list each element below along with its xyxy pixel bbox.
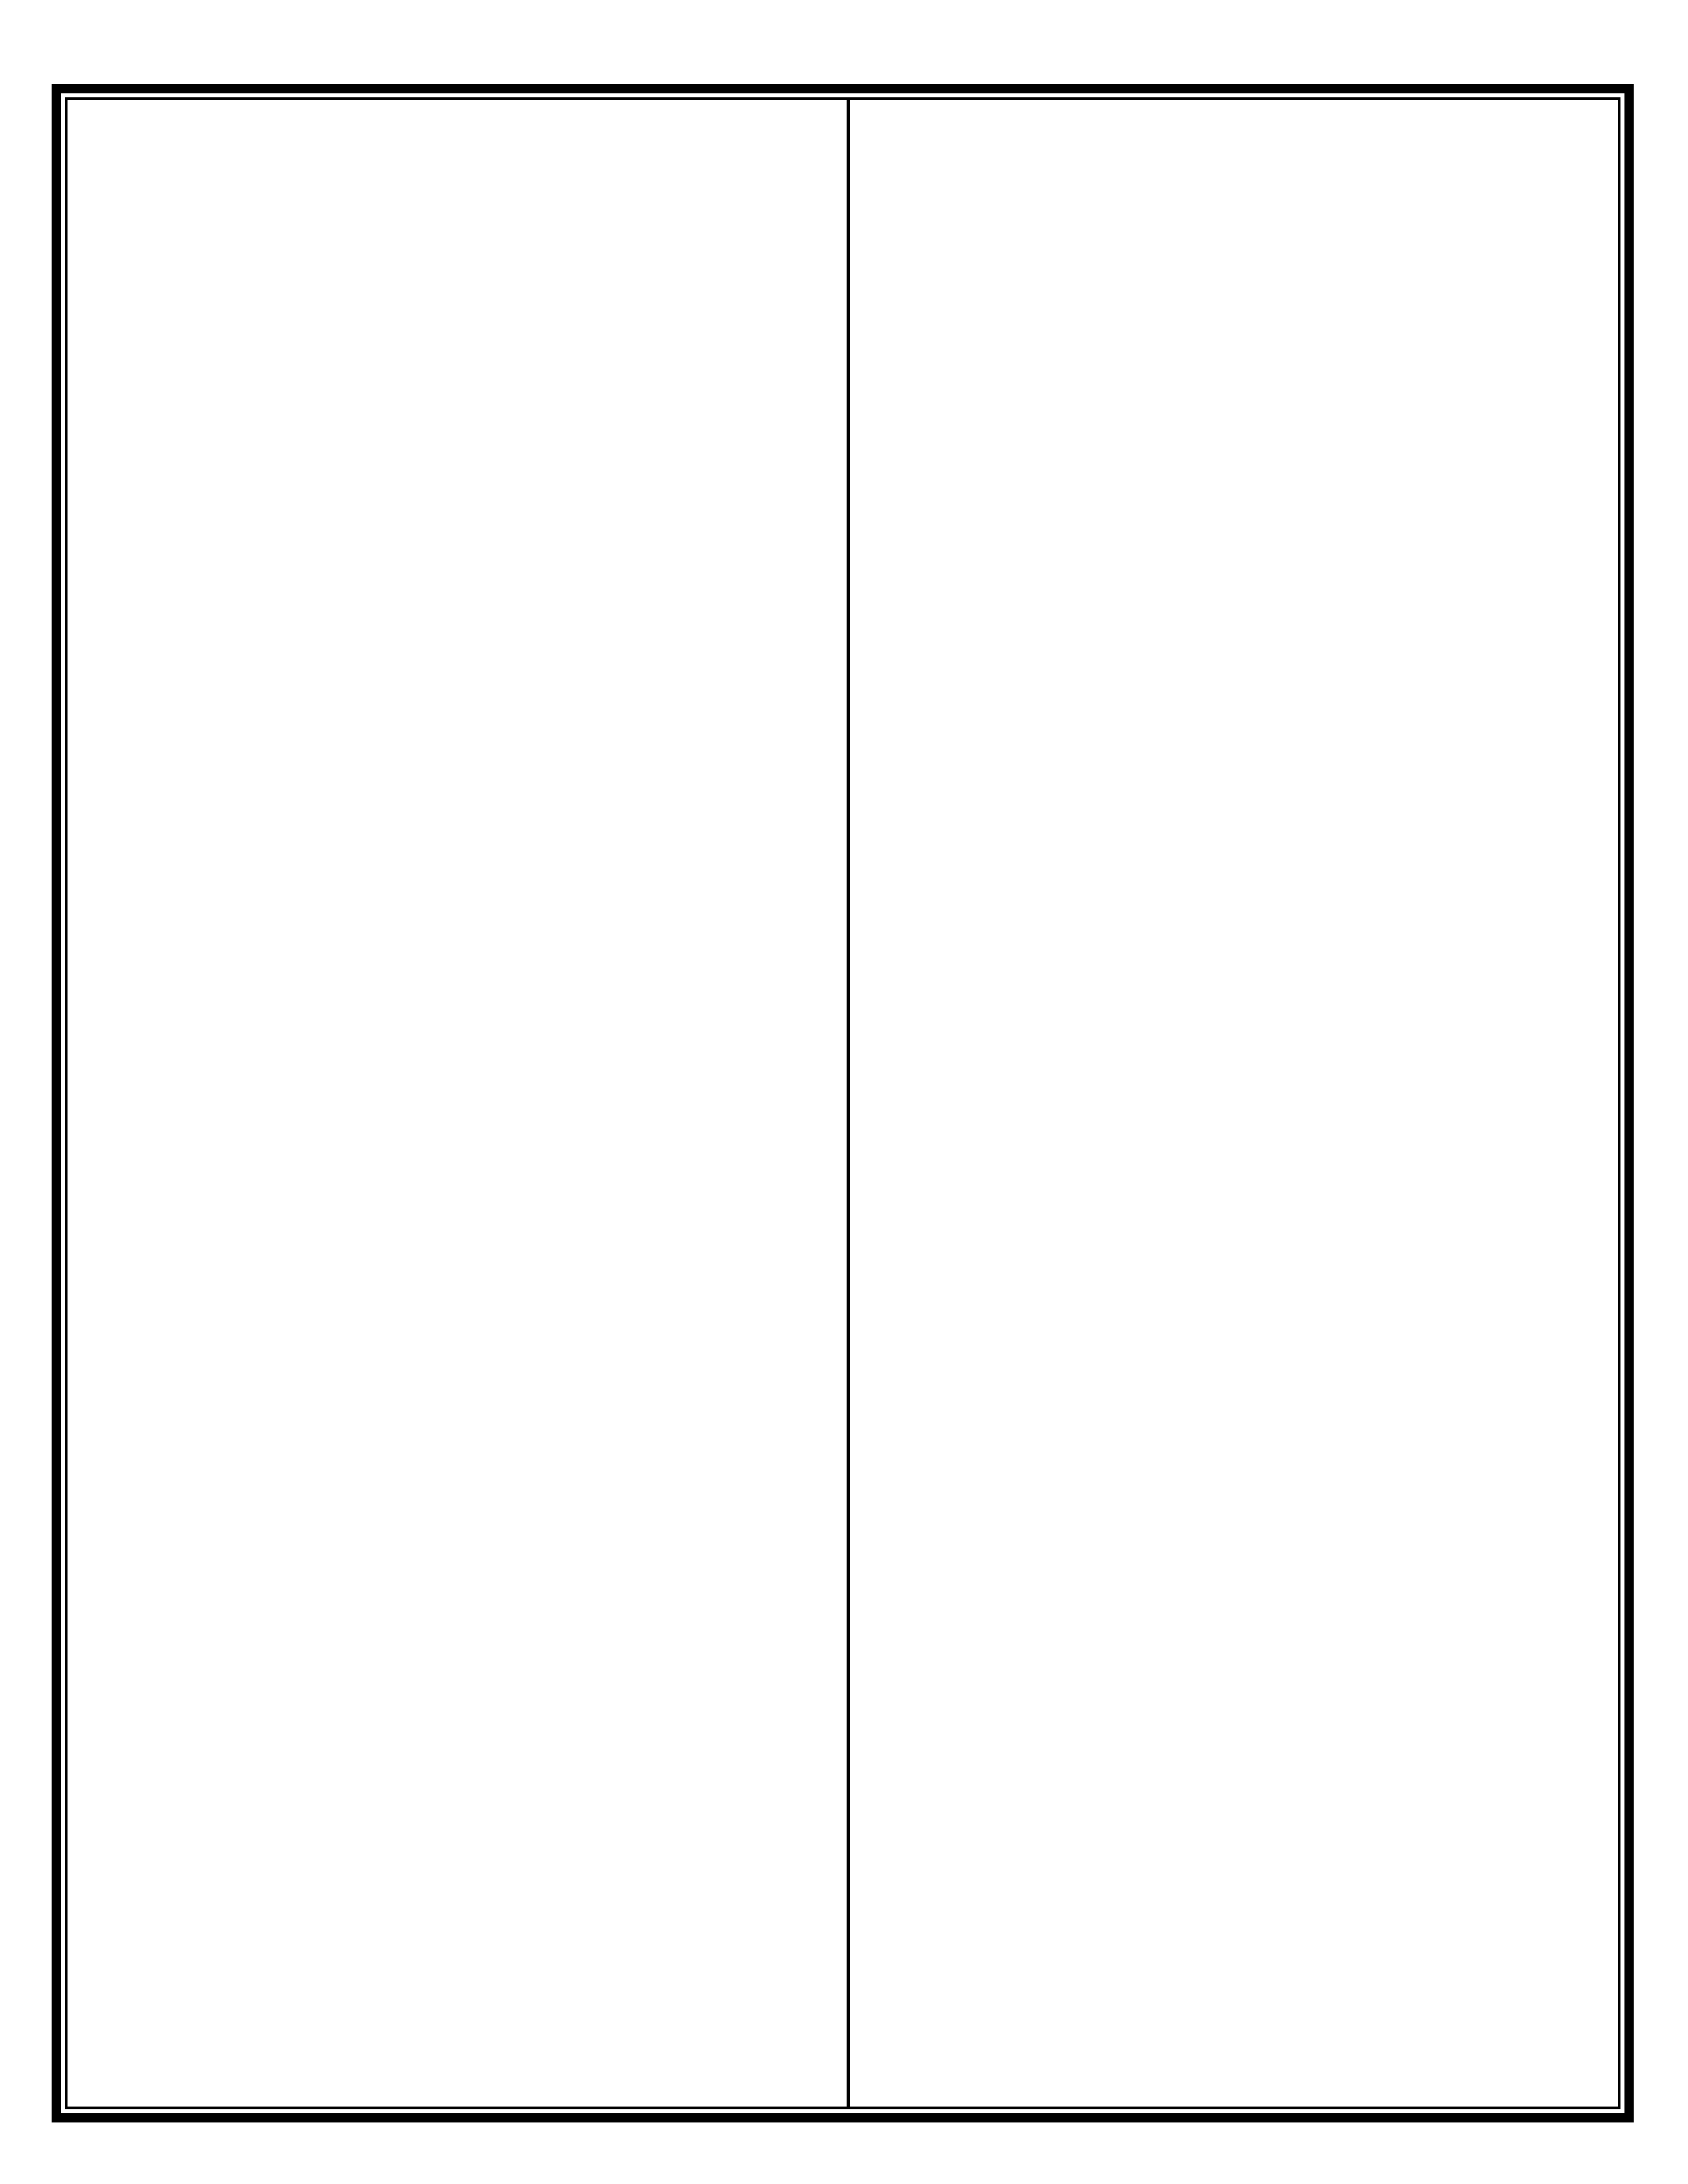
qa-item bbox=[73, 167, 827, 197]
explanation bbox=[73, 227, 827, 257]
explanation bbox=[73, 138, 827, 167]
qa-item bbox=[73, 227, 827, 257]
content-area bbox=[65, 97, 1620, 2109]
explanation bbox=[73, 435, 827, 465]
explanation bbox=[73, 287, 827, 316]
qa-item bbox=[73, 257, 827, 287]
explanation bbox=[73, 257, 827, 287]
explanation bbox=[73, 465, 827, 495]
page-frame bbox=[52, 84, 1634, 2122]
explanation bbox=[73, 406, 827, 435]
qa-item bbox=[73, 435, 827, 465]
qa-item bbox=[73, 287, 827, 316]
qa-item bbox=[73, 138, 827, 167]
left-column bbox=[68, 100, 847, 2107]
explanation bbox=[73, 167, 827, 197]
qa-item bbox=[73, 197, 827, 227]
qa-item bbox=[73, 406, 827, 435]
qa-item bbox=[73, 376, 827, 406]
qa-item bbox=[73, 346, 827, 376]
explanation bbox=[73, 376, 827, 406]
explanation bbox=[73, 346, 827, 376]
qa-item bbox=[73, 316, 827, 346]
explanation bbox=[73, 108, 827, 138]
qa-item bbox=[73, 465, 827, 495]
qa-item bbox=[73, 108, 827, 138]
right-column bbox=[850, 100, 1618, 2107]
explanation bbox=[73, 316, 827, 346]
explanation bbox=[73, 197, 827, 227]
